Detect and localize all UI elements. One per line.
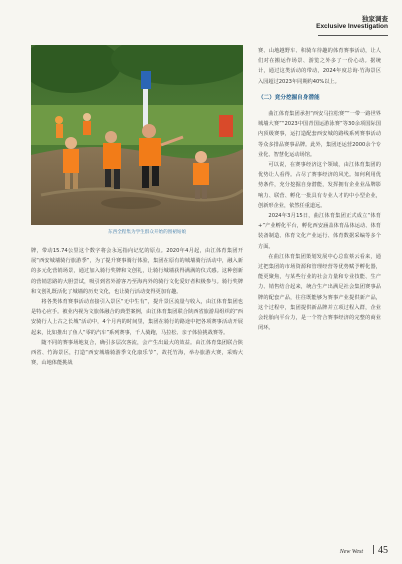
photo-caption: 东西全程集为学生群众开始的围裙姑娘 — [108, 230, 187, 235]
section-heading: （二）竞分挖掘自身潜能 — [258, 94, 320, 101]
right-paragraph-2: 曲江体育集团承担“西安马拉松赛”“一带一路世界城墙大赛”“2023中国青国运游泳赛”等30余项国际国内顶级赛事，运打造配套西安城的路线系列赛事活动等众多排品赛事品牌。此外，集团还运营2000余个专业化、智慧化运动场馆。 — [258, 111, 381, 158]
page-number: 45 — [378, 545, 388, 556]
left-paragraph-1: 牌，带动15.74公里这个数字将会永远指向记忆的原点。2020年4月起，由江体育集团开展“西安城墙骑行旅游季”，为了提升赛事骑行体验，集团在原有的城墙骑行活动中，融入新的多元化营销场景，通过加入骑行奖牌和文创礼，让骑行城墙获得满满的仪式感。这种创新的营销思路的大胆尝试，吸引到省外游客乃至海内外的骑行文化爱好者积极参与。骑行奖牌和文创礼既活化了城墙的历史文化，也让骑行活动变得更加有趣。 — [31, 248, 243, 295]
right-paragraph-1: 赛、山地越野车、积骑车待趣的体育赛事活动，让人们对在搬运作场景、游览之外多了一份心动。据统计，通过这类活动的带动，2024年度总询·竹海景区入园超过2023年同期约40%以上。 — [258, 48, 381, 85]
left-column — [31, 246, 243, 368]
section-title-cn: 独家调查 — [362, 15, 388, 23]
right-column — [258, 46, 381, 333]
footer-divider — [373, 545, 374, 554]
header-rule — [318, 35, 388, 36]
section-header — [316, 14, 388, 30]
cycling-race-photo — [31, 45, 243, 225]
left-paragraph-3: 随不同的赛事场地复合，确引多层次客流，会产生出最大的效益。由江体育集团联合陕西省、竹海景区，打造“西安城墙骑游季文化康乐节”，故托竹海，举办旅游大赛，采购大赛，山地体能挑战 — [31, 339, 243, 367]
left-paragraph-2: 将各类体育赛事活动直接引入景区“无中生有”，提升景区流量与收入，由江体育集团也是特心应手。被业内视为文旅体融合的典型案例，由江体育集团联合陕西省旅游局组织的“西安骑行人上古之长城”活动中，4个月内的时间里，集团在骑行的路途中把各项赛事活动开展起来，比如推出了鱼人“零的汽车”系列赛事，千人骑跑，马拉松、亲子体验挑战赛等。 — [31, 299, 243, 336]
right-paragraph-3: 可以说，在赛事经济这个领域，由江体育集团的优势让人看得。占尽了赛事经济的风光。如何利用优势条件，充分挖掘自身潜能，发挥拥有企业业品牌影响力、联营、孵化一批具有专业人才的中小型企业，创新形企业，依然任重道远。 — [258, 162, 381, 209]
page-footer — [340, 545, 388, 556]
right-paragraph-4: 2024年3月15日，曲江体育集团正式成立“体育+”产业孵化平台，孵化西安涵盖体育品体运动、体育装备制造、体育文化产业运行、体育数据采编等多个方面。 — [258, 213, 381, 250]
magazine-name: New West — [339, 549, 363, 555]
right-paragraph-5: 在曲江体育集团策划发展中心总监蔡云看来，通过把集团的市场资源和管理经营等优势赋予孵化器，能更聚焦，与某些行业的社会力量和专业技能、生产力、销售结合起来，统合生产出满足社会集团赛事品牌的配套产品，往往既能够为赛事产业提供新产品，这个过程中，集团提供新品牌并立项过程入群，企业会轮胎向平台力，是一个符合赛事经济的完整的商业闭环。 — [258, 253, 381, 332]
section-title-en: Exclusive Investigation — [316, 23, 388, 30]
